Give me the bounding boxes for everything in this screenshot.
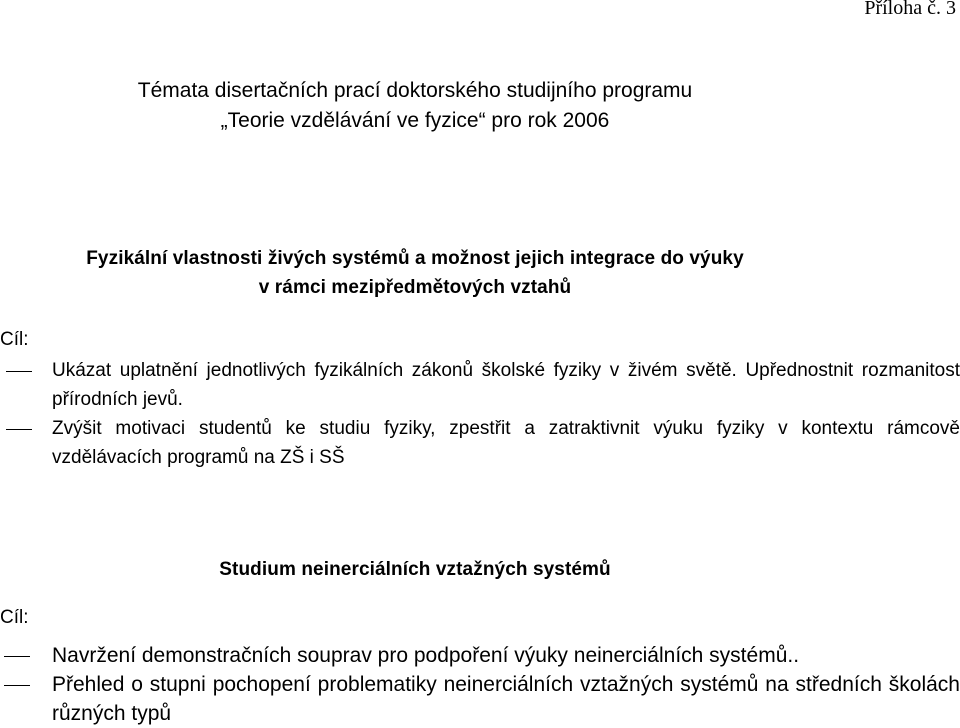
goal-item: [0, 641, 960, 670]
topic-2-title-line-1: Studium neinerciálních vztažných systémů: [219, 559, 611, 580]
document-header: [0, 76, 830, 136]
goal-item: [0, 414, 960, 472]
topic-2-goal-label: Cíl:: [0, 607, 29, 628]
dash-bullet-icon: [6, 429, 32, 430]
header-line-2: „Teorie vzdělávání ve fyzice“ pro rok 2006: [220, 109, 610, 132]
header-line-1: Témata disertačních prací doktorského studijního programu: [137, 79, 693, 102]
goal-text: Přehled o stupni pochopení problematiky neinerciálních vztažných systémů na středních školách různých typů: [52, 673, 960, 725]
goal-text: Ukázat uplatnění jednotlivých fyzikálních zákonů školské fyziky v živém světě. Upřednostnit rozmanitost přírodních jevů.: [52, 360, 960, 410]
page-label: Příloha č. 3: [864, 0, 956, 19]
dash-bullet-icon: [6, 371, 32, 372]
dash-bullet-icon: [4, 656, 30, 657]
topic-1-goal-list: [0, 356, 960, 472]
goal-item: [0, 670, 960, 728]
goal-text: Zvýšit motivaci studentů ke studiu fyziky, zpestřit a zatraktivnit výuku fyziky v kontextu rámcově vzdělávacích programů na ZŠ i SŠ: [52, 418, 960, 468]
goal-text: Navržení demonstračních souprav pro podpoření výuky neinerciálních systémů..: [52, 644, 800, 667]
topic-2-goal-list: [0, 641, 960, 728]
goal-item: [0, 356, 960, 414]
topic-1-title-line-2: v rámci mezipředmětových vztahů: [258, 277, 572, 298]
topic-1-goal-label: Cíl:: [0, 329, 29, 350]
topic-1-title: [0, 244, 830, 302]
dash-bullet-icon: [4, 685, 30, 686]
topic-1-title-line-1: Fyzikální vlastnosti živých systémů a možnost jejich integrace do výuky: [86, 248, 744, 269]
topic-2-title: [0, 555, 830, 584]
